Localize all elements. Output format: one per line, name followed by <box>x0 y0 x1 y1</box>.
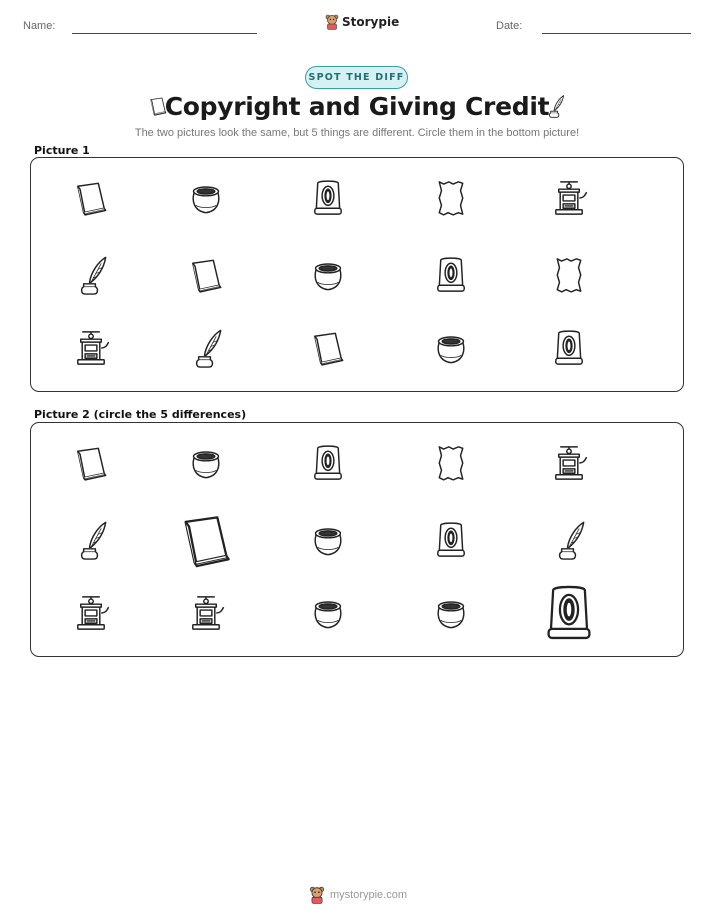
puzzle-cell <box>429 326 473 370</box>
book-icon <box>306 326 350 370</box>
page-title: Copyright and Giving Credit <box>164 92 550 121</box>
puzzle-cell[interactable] <box>172 506 240 574</box>
scroll-icon <box>547 253 591 297</box>
spot-the-diff-badge: SPOT THE DIFF <box>305 66 408 89</box>
puzzle-cell[interactable] <box>69 441 113 485</box>
pot-icon <box>306 253 350 297</box>
puzzle-cell <box>547 326 591 370</box>
copyright-stamp-icon <box>429 518 473 562</box>
puzzle-cell[interactable] <box>184 591 228 635</box>
instructions: The two pictures look the same, but 5 things are different. Circle them in the bottom picture! <box>134 127 580 139</box>
puzzle-cell[interactable] <box>535 579 603 647</box>
book-icon <box>69 176 113 220</box>
puzzle-cell[interactable] <box>429 591 473 635</box>
puzzle-cell <box>547 253 591 297</box>
printing-press-icon <box>69 591 113 635</box>
bear-mascot-icon <box>325 14 339 30</box>
printing-press-icon <box>547 176 591 220</box>
pot-icon <box>429 591 473 635</box>
puzzle-cell[interactable] <box>306 441 350 485</box>
copyright-stamp-icon <box>429 253 473 297</box>
title-quill-icon <box>542 92 568 120</box>
puzzle-cell <box>69 176 113 220</box>
quill-inkwell-icon <box>547 518 591 562</box>
pot-icon <box>306 591 350 635</box>
pot-icon <box>429 326 473 370</box>
puzzle-cell <box>547 176 591 220</box>
picture-1-label: Picture 1 <box>34 144 90 157</box>
puzzle-cell[interactable] <box>429 518 473 562</box>
puzzle-cell <box>429 176 473 220</box>
brand-name: Storypie <box>342 15 400 29</box>
printing-press-icon <box>547 441 591 485</box>
puzzle-cell[interactable] <box>429 441 473 485</box>
puzzle-cell[interactable] <box>69 518 113 562</box>
scroll-icon <box>429 441 473 485</box>
printing-press-icon <box>184 591 228 635</box>
puzzle-cell <box>69 326 113 370</box>
date-label: Date: <box>496 20 523 32</box>
puzzle-cell <box>69 253 113 297</box>
copyright-stamp-icon <box>547 326 591 370</box>
puzzle-cell <box>184 176 228 220</box>
pot-icon <box>184 441 228 485</box>
puzzle-cell[interactable] <box>69 591 113 635</box>
book-icon <box>69 441 113 485</box>
book-icon <box>184 253 228 297</box>
puzzle-cell <box>184 253 228 297</box>
printing-press-icon <box>69 326 113 370</box>
footer <box>309 886 407 904</box>
date-line[interactable] <box>542 33 691 34</box>
picture-2-panel[interactable] <box>30 422 684 657</box>
puzzle-cell <box>306 176 350 220</box>
name-line[interactable] <box>72 33 257 34</box>
scroll-icon <box>429 176 473 220</box>
name-label: Name: <box>23 20 56 32</box>
puzzle-cell[interactable] <box>306 518 350 562</box>
puzzle-cell <box>306 253 350 297</box>
quill-inkwell-icon <box>184 326 228 370</box>
puzzle-cell <box>184 326 228 370</box>
copyright-stamp-icon <box>306 441 350 485</box>
copyright-stamp-icon <box>306 176 350 220</box>
footer-url[interactable]: mystorypie.com <box>330 889 408 901</box>
picture-1-panel <box>30 157 684 392</box>
quill-inkwell-icon <box>69 253 113 297</box>
puzzle-cell[interactable] <box>184 441 228 485</box>
puzzle-cell[interactable] <box>306 591 350 635</box>
pot-icon <box>306 518 350 562</box>
puzzle-cell <box>429 253 473 297</box>
book-icon <box>172 506 240 574</box>
quill-inkwell-icon <box>69 518 113 562</box>
picture-2-label: Picture 2 (circle the 5 differences) <box>34 408 247 421</box>
puzzle-cell <box>306 326 350 370</box>
copyright-stamp-icon <box>535 579 603 647</box>
storypie-logo <box>325 14 399 30</box>
puzzle-cell[interactable] <box>547 518 591 562</box>
bear-mascot-icon <box>309 886 325 904</box>
puzzle-cell[interactable] <box>547 441 591 485</box>
pot-icon <box>184 176 228 220</box>
